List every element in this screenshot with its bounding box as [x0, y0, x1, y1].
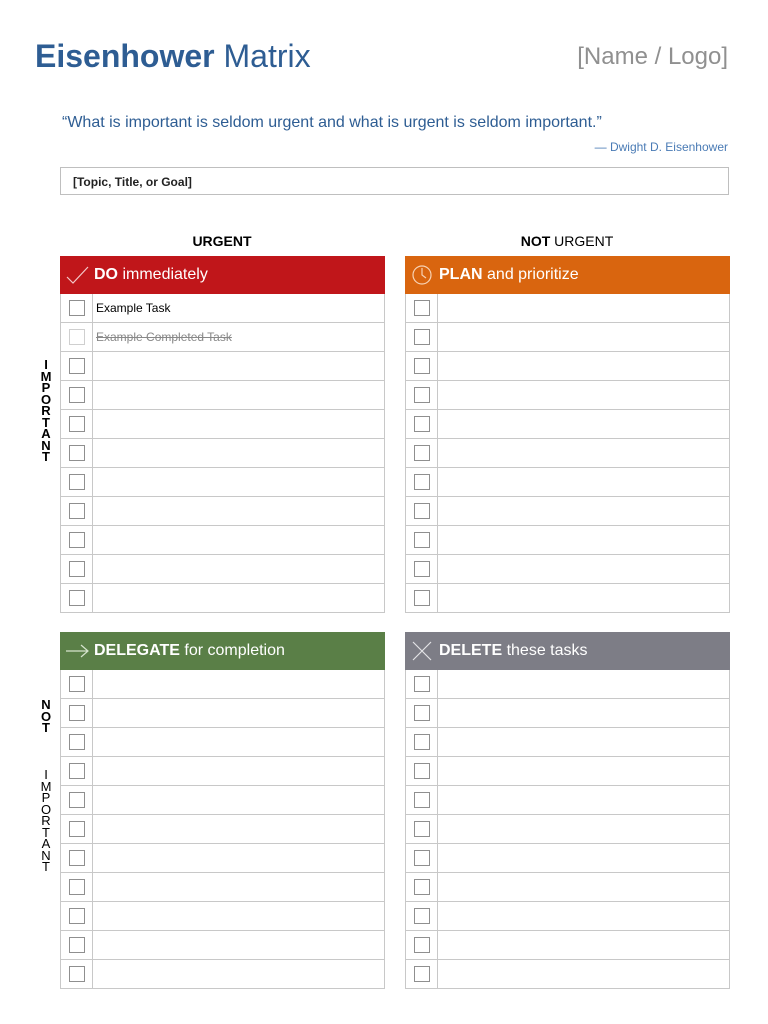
quadrant-do-title-bold: DO: [94, 266, 118, 283]
task-row: [406, 439, 729, 468]
task-checkbox-cell: [61, 468, 93, 496]
task-checkbox[interactable]: [414, 503, 430, 519]
side-letter: N: [41, 437, 51, 453]
task-checkbox[interactable]: [414, 850, 430, 866]
task-row: [406, 844, 729, 873]
task-checkbox-cell: [406, 555, 438, 583]
task-checkbox[interactable]: [69, 329, 85, 345]
quadrant-delete: [405, 632, 730, 989]
task-row: [61, 381, 384, 410]
task-row: [406, 555, 729, 584]
task-checkbox-cell: [406, 931, 438, 959]
task-checkbox-cell: [61, 902, 93, 930]
side-letter: O: [40, 708, 52, 724]
quote-author: — Dwight D. Eisenhower: [594, 140, 728, 154]
quadrant-do: [60, 256, 385, 613]
task-row: [406, 526, 729, 555]
task-row: [406, 699, 729, 728]
task-checkbox-cell: [61, 815, 93, 843]
task-row: [406, 815, 729, 844]
task-checkbox-cell: [406, 497, 438, 525]
column-header-urgent: [60, 232, 384, 250]
task-checkbox[interactable]: [414, 966, 430, 982]
quadrant-delegate: [60, 632, 385, 989]
task-checkbox[interactable]: [69, 590, 85, 606]
not-urgent-bold: NOT: [520, 233, 551, 249]
task-checkbox[interactable]: [414, 300, 430, 316]
side-letter: I: [44, 357, 48, 372]
task-checkbox[interactable]: [414, 387, 430, 403]
quadrant-delete-title-bold: DELETE: [439, 642, 503, 659]
page-title: [35, 36, 311, 76]
task-checkbox[interactable]: [69, 879, 85, 895]
quadrant-do-title-rest: immediately: [122, 266, 208, 283]
quadrant-plan-header: [405, 256, 730, 294]
task-checkbox[interactable]: [69, 300, 85, 316]
task-row: [406, 584, 729, 613]
task-checkbox[interactable]: [69, 358, 85, 374]
quadrant-delegate-title-bold: DELEGATE: [94, 642, 180, 659]
task-checkbox[interactable]: [69, 966, 85, 982]
title-bold: Eisenhower: [35, 38, 215, 74]
task-checkbox-cell: [406, 468, 438, 496]
task-row: [61, 699, 384, 728]
task-checkbox[interactable]: [69, 792, 85, 808]
side-letter: T: [42, 414, 50, 430]
task-checkbox[interactable]: [414, 416, 430, 432]
side-letter: O: [40, 801, 52, 817]
task-checkbox-cell: [406, 294, 438, 322]
task-row: [61, 757, 384, 786]
task-checkbox-cell: [61, 699, 93, 727]
quadrant-delete-header: [405, 632, 730, 670]
task-checkbox[interactable]: [69, 676, 85, 692]
task-row: [61, 873, 384, 902]
task-checkbox[interactable]: [69, 908, 85, 924]
side-letter: P: [41, 380, 51, 395]
task-checkbox-cell: [406, 873, 438, 901]
task-checkbox-cell: [406, 757, 438, 785]
quadrant-plan-title-bold: PLAN: [439, 266, 483, 283]
task-checkbox-cell: [61, 670, 93, 698]
task-row: [406, 352, 729, 381]
task-checkbox[interactable]: [69, 734, 85, 750]
side-letter: T: [42, 449, 50, 464]
task-checkbox[interactable]: [414, 763, 430, 779]
side-letter: N: [41, 847, 51, 863]
side-letter: T: [42, 859, 50, 874]
task-checkbox-cell: [406, 844, 438, 872]
task-checkbox[interactable]: [414, 908, 430, 924]
task-checkbox[interactable]: [69, 532, 85, 548]
task-row: [61, 410, 384, 439]
side-letter: A: [41, 426, 51, 441]
side-letter: R: [41, 813, 51, 828]
task-row: [61, 931, 384, 960]
arrow-right-icon: [64, 640, 90, 662]
task-checkbox-cell: [61, 439, 93, 467]
task-checkbox[interactable]: [69, 705, 85, 721]
task-checkbox[interactable]: [414, 879, 430, 895]
task-checkbox-cell: [406, 323, 438, 351]
quadrant-delegate-task-list: [60, 670, 385, 989]
task-row: [61, 815, 384, 844]
task-text[interactable]: Example Task: [96, 301, 171, 315]
urgent-label: URGENT: [192, 233, 252, 249]
task-row: [61, 786, 384, 815]
check-icon: [64, 264, 90, 286]
task-checkbox[interactable]: [414, 329, 430, 345]
task-checkbox[interactable]: [69, 937, 85, 953]
quadrant-do-task-list: [60, 294, 385, 613]
quadrant-delete-title-rest: these tasks: [506, 642, 588, 659]
task-checkbox[interactable]: [414, 937, 430, 953]
task-checkbox-cell: [406, 410, 438, 438]
task-checkbox-cell: [61, 931, 93, 959]
quadrant-plan: [405, 256, 730, 613]
task-row: [406, 873, 729, 902]
task-row: [406, 323, 729, 352]
task-checkbox[interactable]: [69, 763, 85, 779]
quadrant-plan-task-list: [405, 294, 730, 613]
task-checkbox[interactable]: [414, 821, 430, 837]
side-letter: P: [41, 790, 51, 805]
side-letter: T: [42, 824, 50, 840]
task-row: [61, 352, 384, 381]
task-checkbox-cell: [61, 381, 93, 409]
column-header-not-urgent: [405, 232, 729, 250]
task-row: [406, 294, 729, 323]
task-checkbox-cell: [61, 526, 93, 554]
task-row: [61, 584, 384, 613]
task-row: [61, 526, 384, 555]
not-urgent-rest: URGENT: [554, 233, 614, 249]
side-letter: M: [40, 368, 52, 384]
task-row: [61, 728, 384, 757]
task-checkbox-cell: [406, 699, 438, 727]
clock-icon: [409, 264, 435, 286]
task-row: [406, 786, 729, 815]
task-checkbox[interactable]: [69, 445, 85, 461]
task-checkbox-cell: [61, 844, 93, 872]
task-checkbox-cell: [61, 294, 93, 322]
task-row: [61, 323, 384, 352]
side-letter: I: [44, 767, 48, 782]
task-checkbox-cell: [406, 728, 438, 756]
side-letter: M: [40, 778, 52, 794]
side-label-important: [37, 359, 55, 463]
task-checkbox-cell: [61, 873, 93, 901]
task-checkbox[interactable]: [414, 532, 430, 548]
task-row: [406, 670, 729, 699]
task-checkbox[interactable]: [69, 387, 85, 403]
task-row: [61, 497, 384, 526]
task-checkbox-cell: [406, 381, 438, 409]
task-text[interactable]: Example Completed Task: [96, 330, 232, 344]
side-letter: O: [40, 391, 52, 407]
task-row: [61, 439, 384, 468]
quadrant-delete-task-list: [405, 670, 730, 989]
task-checkbox-cell: [406, 902, 438, 930]
task-checkbox-cell: [61, 497, 93, 525]
side-label-important-light: [37, 769, 55, 873]
task-row: [406, 497, 729, 526]
task-row: [61, 670, 384, 699]
side-letter: R: [41, 403, 51, 418]
task-row: [406, 410, 729, 439]
task-checkbox-cell: [406, 815, 438, 843]
task-checkbox[interactable]: [414, 792, 430, 808]
task-row: [406, 468, 729, 497]
task-checkbox[interactable]: [69, 474, 85, 490]
task-row: [61, 555, 384, 584]
task-checkbox-cell: [61, 960, 93, 988]
task-checkbox-cell: [61, 786, 93, 814]
task-row: [406, 728, 729, 757]
topic-field[interactable]: [Topic, Title, or Goal]: [60, 167, 729, 195]
task-row: [61, 468, 384, 497]
task-row: [406, 902, 729, 931]
task-row: [406, 931, 729, 960]
logo-placeholder[interactable]: [Name / Logo]: [577, 43, 728, 70]
quadrant-plan-title-rest: and prioritize: [487, 266, 579, 283]
task-checkbox[interactable]: [414, 474, 430, 490]
task-checkbox[interactable]: [414, 590, 430, 606]
task-checkbox-cell: [406, 960, 438, 988]
task-checkbox-cell: [406, 526, 438, 554]
task-checkbox-cell: [61, 584, 93, 612]
task-row: [61, 294, 384, 323]
task-checkbox[interactable]: [69, 416, 85, 432]
quadrant-do-header: [60, 256, 385, 294]
task-row: [61, 902, 384, 931]
side-label-not: [37, 699, 55, 734]
task-checkbox-cell: [61, 728, 93, 756]
task-checkbox[interactable]: [69, 850, 85, 866]
task-checkbox[interactable]: [69, 503, 85, 519]
x-icon: [409, 640, 435, 662]
side-letter: A: [41, 836, 51, 851]
task-checkbox-cell: [61, 555, 93, 583]
task-checkbox-cell: [61, 757, 93, 785]
task-checkbox[interactable]: [414, 358, 430, 374]
task-checkbox-cell: [406, 670, 438, 698]
task-checkbox-cell: [406, 352, 438, 380]
side-letter: T: [42, 720, 50, 735]
task-row: [61, 844, 384, 873]
quadrant-delegate-title-rest: for completion: [184, 642, 285, 659]
task-checkbox-cell: [61, 352, 93, 380]
title-rest: Matrix: [223, 38, 311, 74]
task-row: [406, 757, 729, 786]
task-checkbox[interactable]: [414, 734, 430, 750]
task-row: [406, 381, 729, 410]
task-checkbox[interactable]: [69, 561, 85, 577]
task-checkbox-cell: [61, 410, 93, 438]
task-checkbox[interactable]: [414, 705, 430, 721]
quadrant-delegate-header: [60, 632, 385, 670]
task-checkbox-cell: [61, 323, 93, 351]
task-row: [61, 960, 384, 989]
task-checkbox-cell: [406, 584, 438, 612]
task-row: [406, 960, 729, 989]
task-checkbox[interactable]: [414, 561, 430, 577]
side-letter: N: [41, 697, 51, 712]
task-checkbox[interactable]: [414, 445, 430, 461]
quote-text: “What is important is seldom urgent and what is urgent is seldom important.”: [62, 114, 602, 131]
task-checkbox[interactable]: [414, 676, 430, 692]
task-checkbox[interactable]: [69, 821, 85, 837]
task-checkbox-cell: [406, 439, 438, 467]
task-checkbox-cell: [406, 786, 438, 814]
